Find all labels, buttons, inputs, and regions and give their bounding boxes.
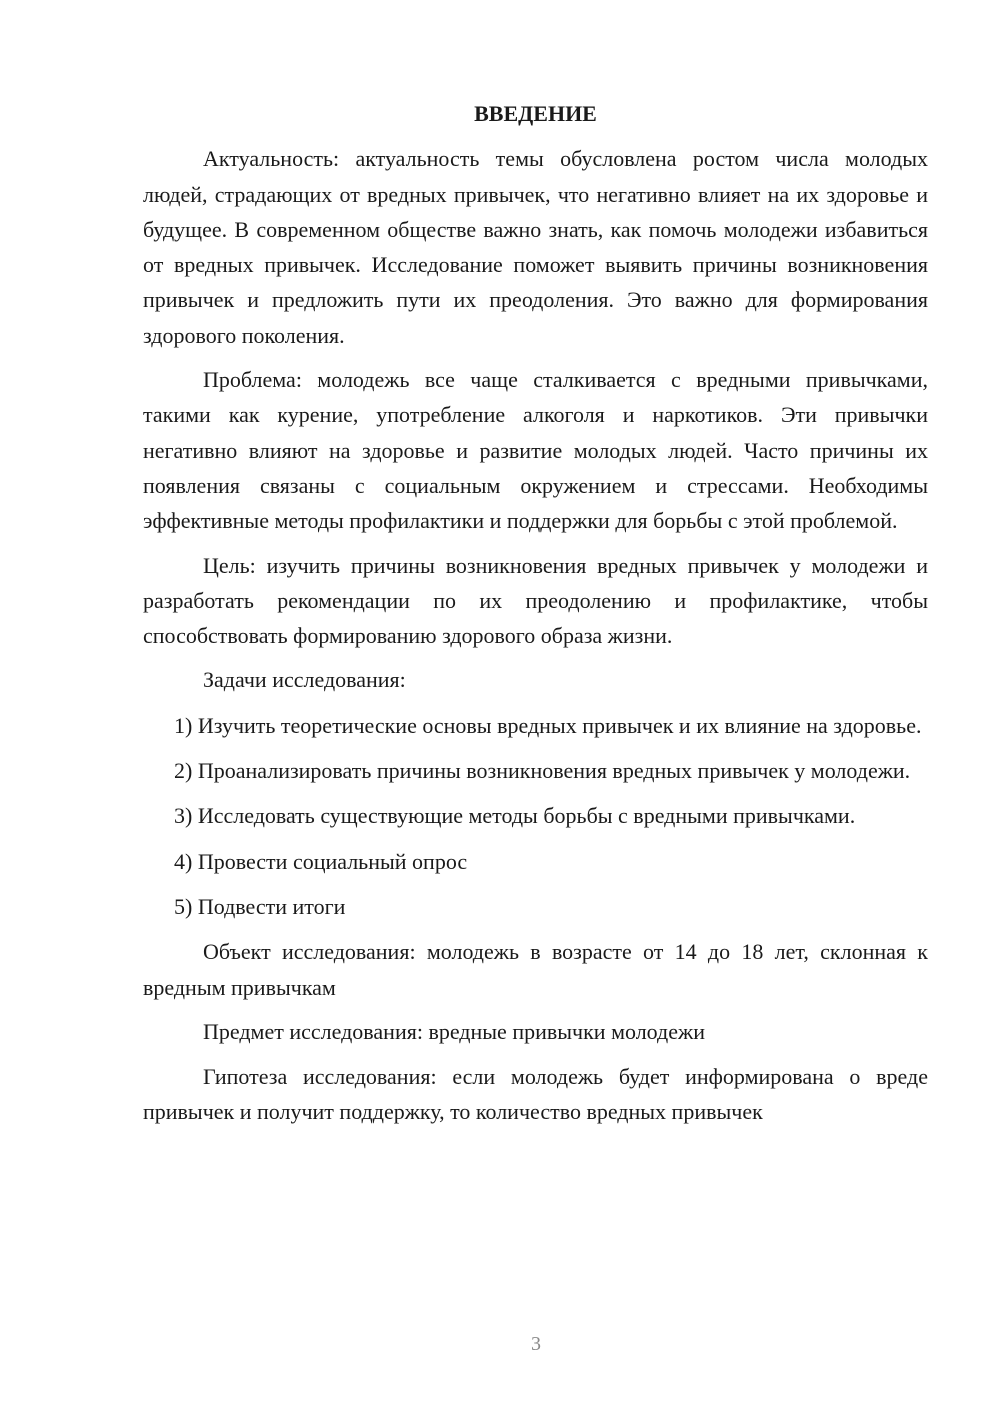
paragraph-problem: Проблема: молодежь все чаще сталкивается с вредными привычками, такими как курение, употребление алкоголя и наркотиков. Эти привычки негативно влияют на здоровье и развитие молодых людей. Часто причины их появления связаны с социальным окружением и стрессами. Необходимы эффективные методы профилактики и поддержки для борьбы с этой проблемой.	[143, 367, 928, 534]
task-item-3: 3) Исследовать существующие методы борьбы с вредными привычками.	[174, 803, 856, 829]
paragraph-goal: Цель: изучить причины возникновения вредных привычек у молодежи и разработать рекомендации по их преодолению и профилактике, чтобы способствовать формированию здорового образа жизни.	[143, 552, 928, 649]
paragraph-relevance: Актуальность: актуальность темы обусловлена ростом числа молодых людей, страдающих от вредных привычек, что негативно влияет на их здоровье и будущее. В современном обществе важно знать, как помочь молодежи избавиться от вредных привычек. Исследование поможет выявить причины возникновения привычек и предложить пути их преодоления. Это важно для формирования здорового поколения.	[143, 146, 928, 348]
task-item-2: 2) Проанализировать причины возникновения вредных привычек у молодежи.	[174, 758, 911, 784]
page-content	[143, 96, 928, 1139]
paragraph-subject: Предмет исследования: вредные привычки молодежи	[203, 1018, 705, 1044]
tasks-heading: Задачи исследования:	[203, 667, 406, 693]
task-item-1: 1) Изучить теоретические основы вредных привычек и их влияние на здоровье.	[174, 712, 922, 738]
page-number: 3	[531, 1333, 541, 1355]
task-item-5: 5) Подвести итоги	[174, 893, 346, 919]
paragraph-hypothesis: Гипотеза исследования: если молодежь будет информирована о вреде привычек и получит поддержку, то количество вредных привычек	[143, 1064, 928, 1125]
section-title: ВВЕДЕНИЕ	[474, 101, 597, 126]
task-item-4: 4) Провести социальный опрос	[174, 848, 468, 874]
paragraph-object: Объект исследования: молодежь в возрасте от 14 до 18 лет, склонная к вредным привычкам	[143, 939, 928, 1000]
